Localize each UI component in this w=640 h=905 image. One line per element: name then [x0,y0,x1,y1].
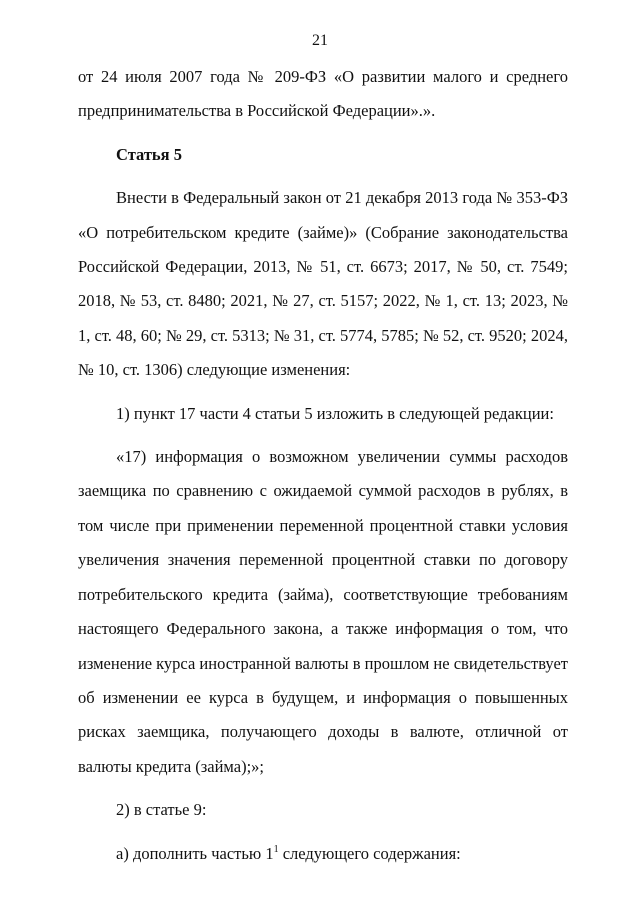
paragraph-item-1: 1) пункт 17 части 4 статьи 5 изложить в следующей редакции: [116,403,554,423]
document-body [78,60,568,871]
superscript-part-number: 1 [273,843,279,855]
paragraph-item-a [78,837,568,871]
article-heading: Статья 5 [116,144,182,164]
paragraph-amendment-intro: Внести в Федеральный закон от 21 декабря 2013 года № 353-ФЗ «О потребительском кредите (займе)» (Собрание законодательства Российской Федерации, 2013, № 51, ст. 6673; 2017, № 50, ст. 7549; 2018, № 53, ст. 8480; 2021, № 27, ст. 5157; 2022, № 1, ст. 13; 2023, № 1, ст. 48, 60; № 29, ст. 5313; № 31, ст. 5774, 5785; № 52, ст. 9520; 2024, № 10, ст. 1306) следующие изменения: [78,188,568,380]
paragraph-intro-continuation: от 24 июля 2007 года № 209-ФЗ «О развитии малого и среднего предпринимательства в Российской Федерации».». [78,67,568,121]
paragraph-item-17-text: «17) информация о возможном увеличении суммы расходов заемщика по сравнению с ожидаемой суммой расходов в рублях, в том числе при применении переменной процентной ставки условия увеличения значения переменной процентной ставки по договору потребительского кредита (займа), соответствующие требованиям настоящего Федерального закона, а также информация о том, что изменение курса иностранной валюты в прошлом не свидетельствует об изменении ее курса в будущем, и информация о повышенных рисках заемщика, получающего доходы в валюте, отличной от валюты кредита (займа);»; [78,447,568,776]
paragraph-item-a-text: а) дополнить частью 1 [116,843,274,863]
paragraph-item-a-tail: следующего содержания: [278,843,461,863]
paragraph-item-2: 2) в статье 9: [116,800,207,820]
page-number: 21 [312,32,328,49]
